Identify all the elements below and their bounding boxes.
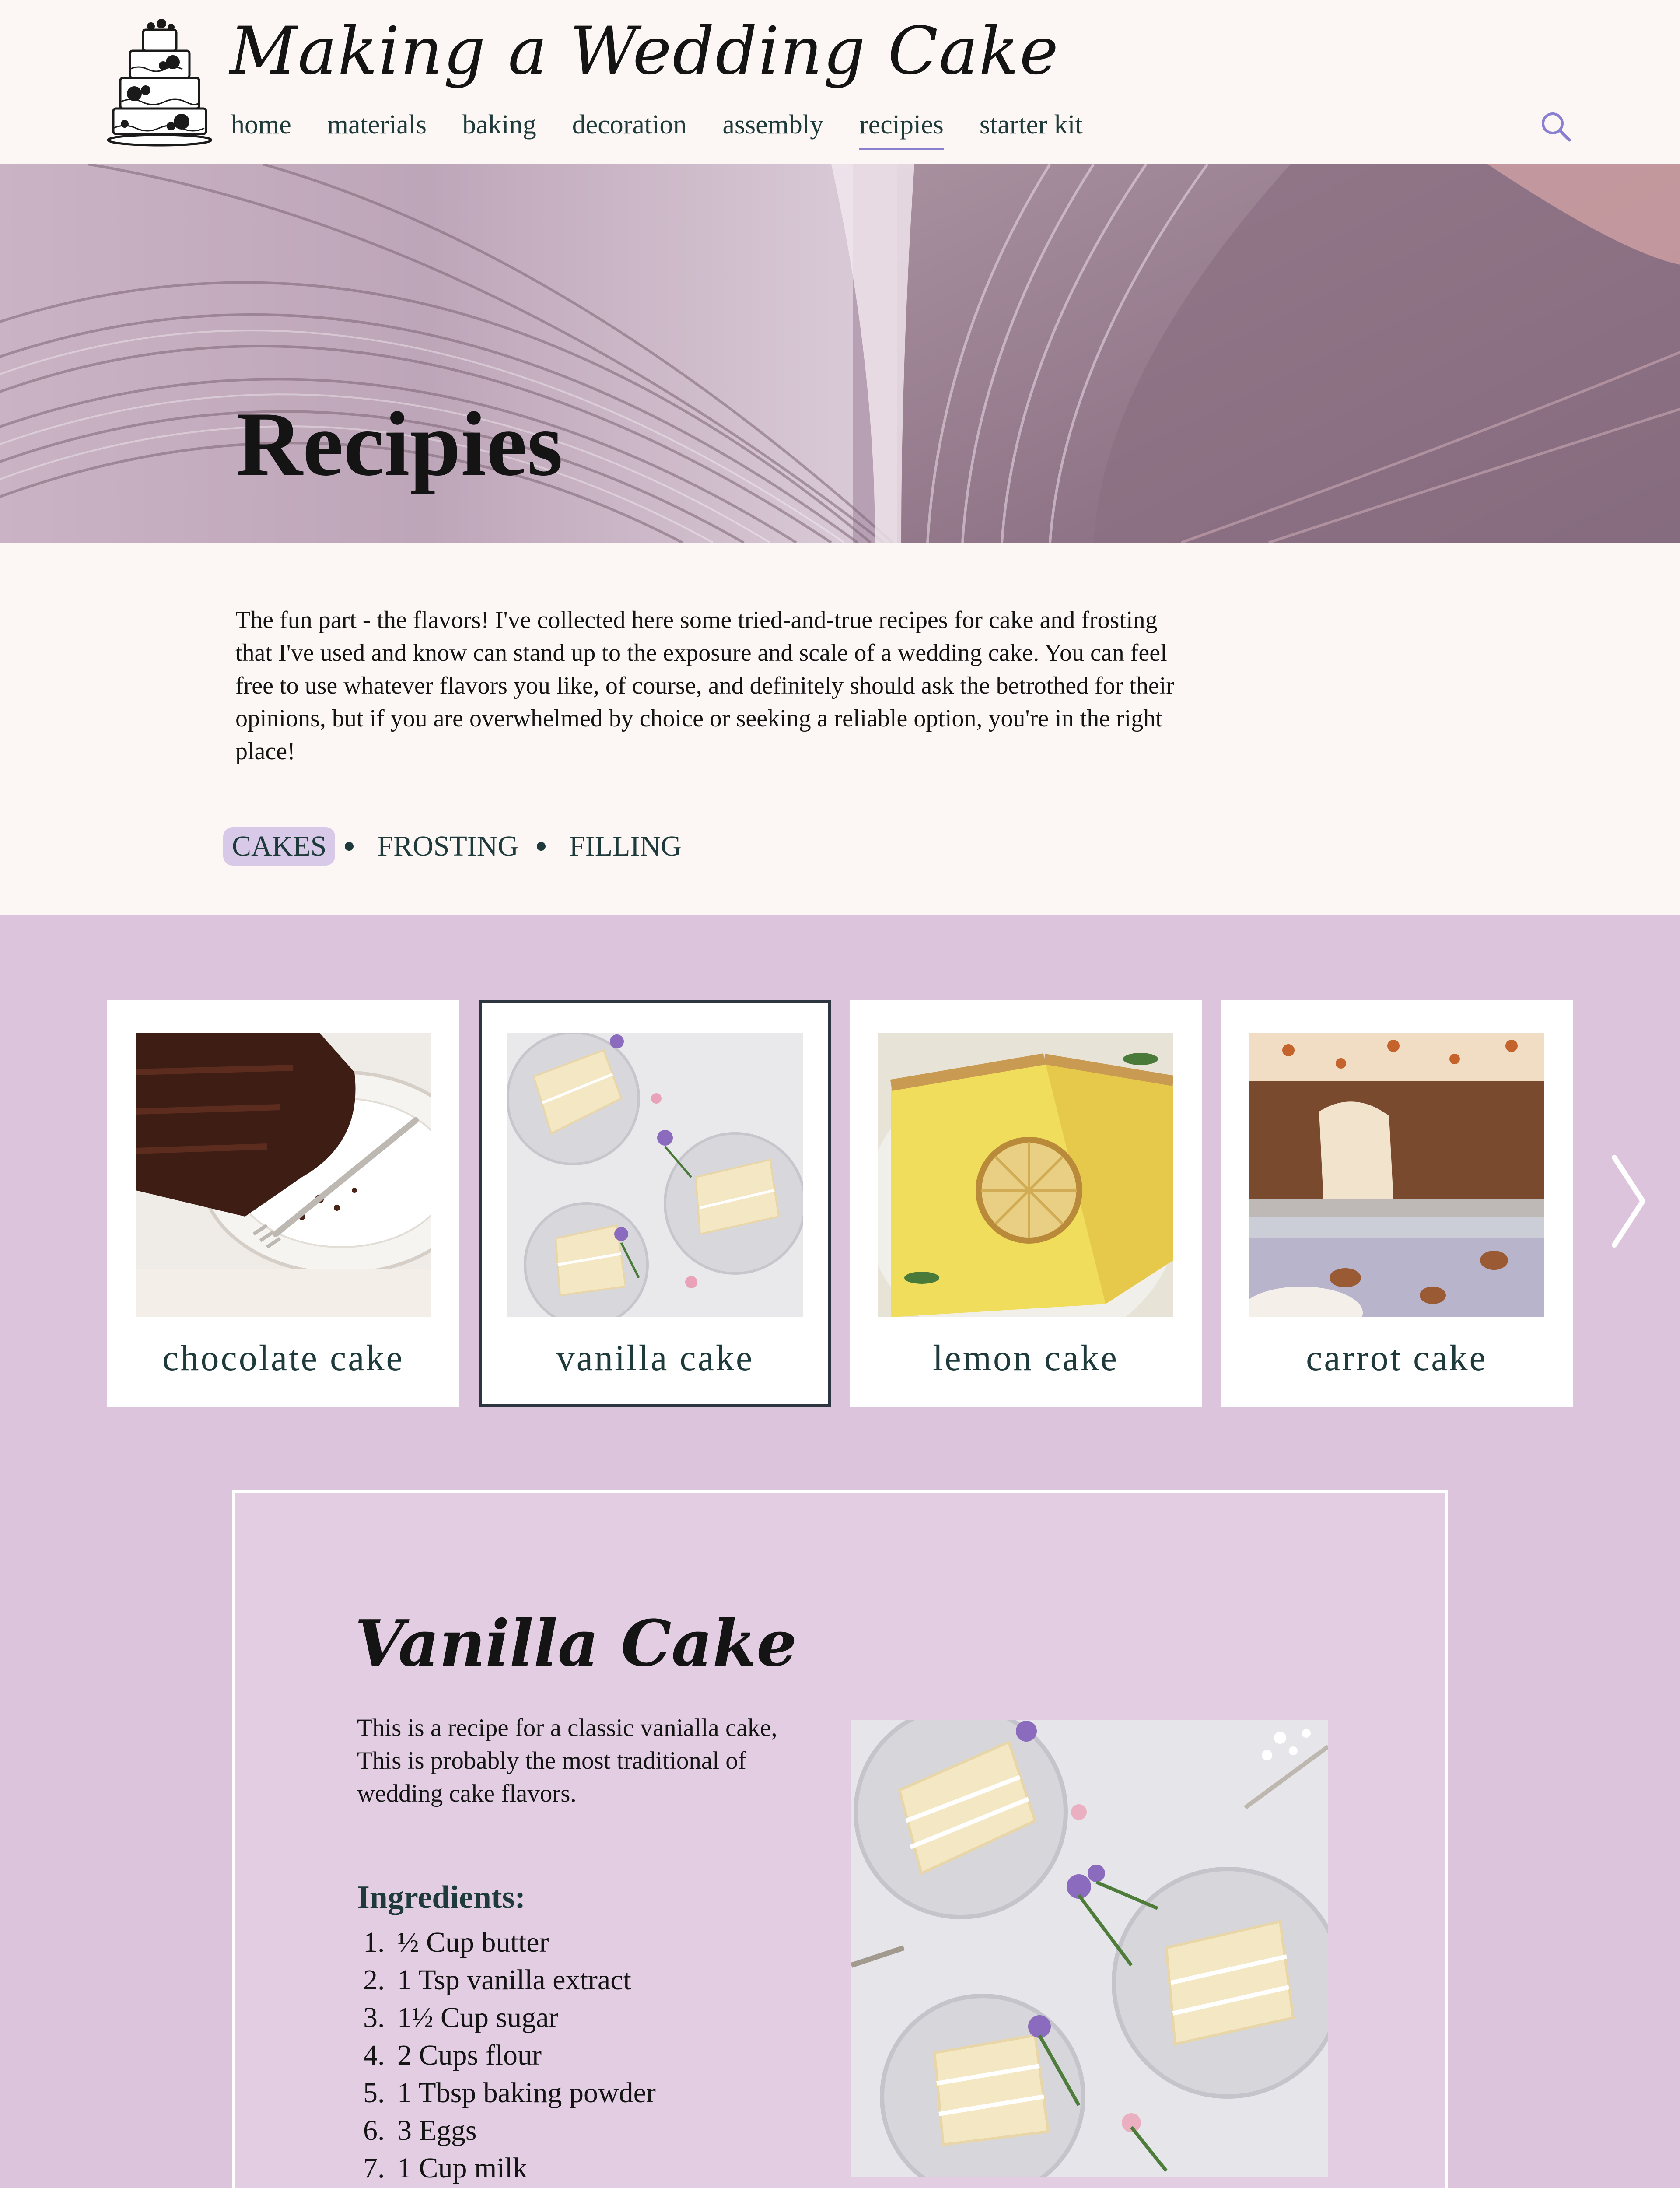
- ingredient-item: 4. 2 Cups flour: [392, 2037, 656, 2074]
- nav-assembly[interactable]: assembly: [722, 110, 824, 140]
- carrot-cake-image: [1249, 1033, 1544, 1317]
- filter-filling[interactable]: FILLING: [569, 830, 682, 862]
- lemon-cake-image: [878, 1033, 1173, 1317]
- ingredient-item: 6. 3 Eggs: [392, 2112, 656, 2149]
- vanilla-cake-photo: [851, 1720, 1328, 2177]
- recipe-card-vanilla[interactable]: [479, 1000, 831, 1407]
- card-label: lemon cake: [933, 1338, 1119, 1378]
- filter-separator: [345, 842, 354, 851]
- intro-text: The fun part - the flavors! I've collected here some tried-and-true recipes for cake and frosting that I've used and know can stand up to the exposure and scale of a wedding cake. You can feel free to use whatever flavors you like, of course, and definitely should ask the betrothed for their opinions, but if you are overwhelmed by choice or seeking a reliable option, you're in the right place!: [235, 607, 1174, 765]
- ingredient-item: 3. 1½ Cup sugar: [392, 1999, 656, 2037]
- chocolate-cake-image: [136, 1033, 431, 1317]
- category-filters: [223, 827, 690, 866]
- filter-frosting[interactable]: FROSTING: [377, 830, 519, 862]
- intro-section: [0, 543, 1680, 915]
- recipe-detail: [232, 1490, 1448, 2188]
- filter-separator: [537, 842, 546, 851]
- vanilla-cake-image: [508, 1033, 803, 1317]
- nav-starter-kit[interactable]: starter kit: [979, 110, 1083, 140]
- nav-home[interactable]: home: [231, 110, 291, 140]
- recipe-card-lemon[interactable]: [850, 1000, 1202, 1407]
- nav-decoration[interactable]: decoration: [572, 110, 687, 140]
- ingredients-heading: Ingredients:: [357, 1879, 526, 1915]
- nav-recipies[interactable]: recipies: [859, 110, 944, 140]
- chevron-right-icon[interactable]: [1606, 1151, 1649, 1252]
- filter-cakes[interactable]: CAKES: [223, 827, 335, 866]
- page-title: Recipies: [236, 393, 563, 495]
- ingredients-list: [392, 1924, 656, 2187]
- recipe-description: This is a recipe for a classic vanialla cake, This is probably the most traditional of wedding cake flavors.: [357, 1714, 777, 1807]
- ingredient-item: 2. 1 Tsp vanilla extract: [392, 1961, 656, 1999]
- recipes-main: [0, 915, 1680, 2188]
- cake-logo-icon[interactable]: [107, 17, 212, 148]
- hero-banner: [0, 164, 1680, 543]
- main-nav: [231, 109, 1119, 140]
- nav-baking[interactable]: baking: [462, 110, 536, 140]
- search-icon[interactable]: [1538, 109, 1573, 144]
- nav-materials[interactable]: materials: [327, 110, 427, 140]
- ingredient-item: 7. 1 Cup milk: [392, 2149, 656, 2187]
- recipe-card-chocolate[interactable]: [107, 1000, 459, 1407]
- ingredient-item: 5. 1 Tbsp baking powder: [392, 2074, 656, 2112]
- card-label: vanilla cake: [556, 1338, 754, 1378]
- card-label: chocolate cake: [162, 1338, 404, 1378]
- recipe-title: Vanilla Cake: [355, 1606, 797, 1681]
- card-label: carrot cake: [1306, 1338, 1488, 1378]
- site-title[interactable]: Making a Wedding Cake: [230, 13, 1060, 89]
- recipe-card-carrot[interactable]: [1221, 1000, 1573, 1407]
- ingredient-item: 1. ½ Cup butter: [392, 1924, 656, 1961]
- site-header: [0, 0, 1680, 164]
